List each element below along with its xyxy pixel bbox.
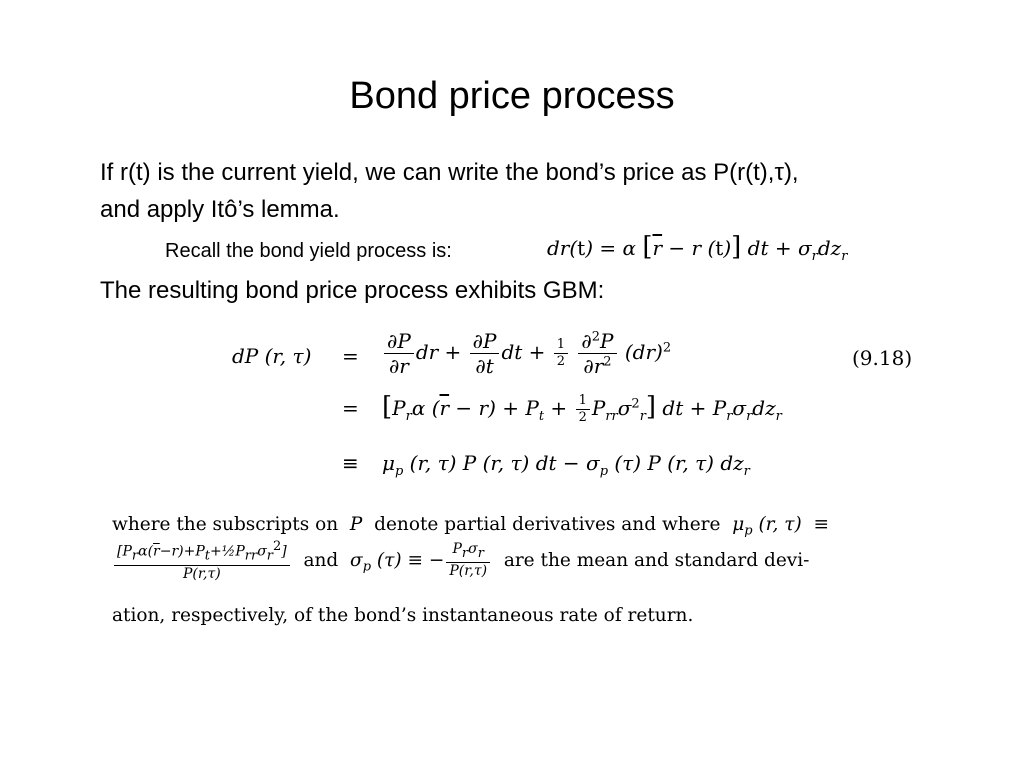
result-text: The resulting bond price process exhibits GBM:	[100, 277, 605, 304]
bottom-line-2-tail: are the mean and standard devi-	[503, 550, 810, 572]
equation-number: (9.18)	[852, 346, 913, 370]
equation-row-1: $\frac{\partial P}{\partial r}$ dr + $\frac{\partial P}{\partial t}$ dt + $\frac{1}{2}$ $\frac{\partial^2P}{\partial r^2}$ (dr)$^2$	[382, 330, 671, 377]
equation-row-3: $\mu_p$ (r, τ) P (r, τ) dt − $\sigma_p$ (τ) P (r, τ) $dz_r$	[382, 451, 750, 479]
bottom-line-2: $\frac{[P_r\alpha(\overline{r}-r)+P_t+\frac{1}{2}P_{rr}\sigma_r^2]}{P(r,\tau)}$ and $\sigma_p$ (τ) ≡ − $\frac{P_r\sigma_r}{P(r,\tau)}$ are the mean and standard devi-	[112, 540, 892, 582]
equals-sign-1: =	[342, 344, 359, 368]
recall-text: Recall the bond yield process is:	[165, 240, 452, 262]
bottom-line-1: where the subscripts on P denote partial derivatives and where $\mu_p$ (r, τ) ≡	[112, 514, 829, 539]
sigma-fraction: $\frac{P_r\sigma_r}{P(r,\tau)}$	[446, 542, 490, 579]
equation-row-2: [$P_r\alpha$ $(\overline{r} - r) + P_t$ + $\frac{1}{2}$ $P_{rr}\sigma^2_r$] dt + $P_r\sigma_rdz_r$	[382, 392, 782, 425]
slide-title: Bond price process	[349, 75, 675, 117]
intro-line-1: If r(t) is the current yield, we can write the bond’s price as P(r(t),τ),	[100, 159, 799, 186]
yield-process-equation: dr(t) = α [$\overline{r} - r$ (t)] dt + $\sigma_rdz_r$	[547, 232, 848, 264]
intro-line-2: and apply Itô’s lemma.	[100, 196, 340, 223]
mu-fraction: $\frac{[P_r\alpha(\overline{r}-r)+P_t+\frac{1}{2}P_{rr}\sigma_r^2]}{P(r,\tau)}$	[114, 540, 290, 582]
equation-lhs: dP (r, τ)	[232, 344, 312, 368]
equiv-sign: ≡	[342, 451, 359, 475]
bottom-line-1-b: denote partial derivatives and where	[374, 514, 721, 535]
bottom-line-1-a: where the subscripts on	[112, 514, 339, 535]
bottom-line-2-and: and	[303, 550, 339, 572]
equals-sign-2: =	[342, 396, 359, 420]
bottom-line-3: ation, respectively, of the bond’s instantaneous rate of return.	[112, 605, 694, 626]
